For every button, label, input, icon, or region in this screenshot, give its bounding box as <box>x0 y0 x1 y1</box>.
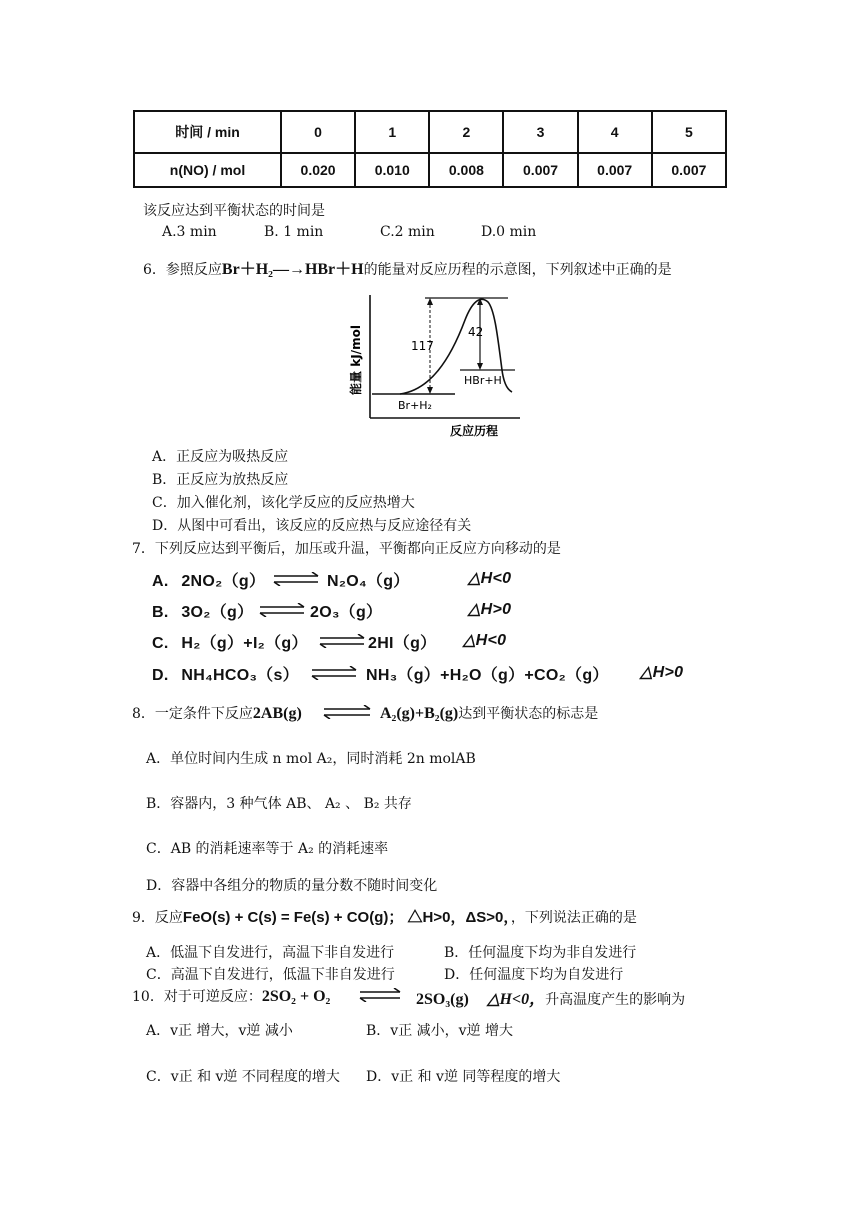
table-cell: 0.008 <box>429 153 503 187</box>
q10-prefix: 10．对于可逆反应： <box>132 989 262 1005</box>
q8-prefix: 8．一定条件下反应 <box>132 706 253 722</box>
table-cell: 5 <box>652 111 726 153</box>
q10-right-line <box>416 986 685 1009</box>
q7-a-dh: △H<0 <box>468 570 512 587</box>
eq-left: H₂（g）+I₂（g） <box>181 635 308 652</box>
q10-option-c: C．v正 和 v逆 不同程度的增大 <box>146 1069 340 1085</box>
option-label: C. <box>152 635 169 652</box>
q5-stem: 该反应达到平衡状态的时间是 <box>143 203 325 219</box>
q6-option-b: B．正反应为放热反应 <box>152 472 289 488</box>
q6-option-d: D．从图中可看出，该反应的反应热与反应途径有关 <box>152 518 472 534</box>
table-cell: 4 <box>578 111 652 153</box>
table-row-no <box>134 153 726 187</box>
table-cell: n(NO) / mol <box>134 153 281 187</box>
table-row-time <box>134 111 726 153</box>
y-axis-label: 能量 kJ/mol <box>349 325 363 395</box>
q10-right: 2SO₃(g) <box>416 991 469 1008</box>
q10-left: 2SO₂ + O₂ <box>261 988 331 1005</box>
q7-b-dh: △H>0 <box>468 601 512 618</box>
x-axis-label: 反应历程 <box>450 424 499 438</box>
q8-suffix: 达到平衡状态的标志是 <box>458 706 599 722</box>
q10-option-a: A．v正 增大，v逆 减小 <box>146 1023 293 1039</box>
equilibrium-arrow-icon <box>318 634 368 648</box>
table-cell: 0.020 <box>281 153 355 187</box>
q10-option-d: D．v正 和 v逆 同等程度的增大 <box>366 1069 561 1085</box>
no-concentration-table <box>133 110 727 188</box>
q6-prefix: 6．参照反应 <box>143 262 222 278</box>
table-cell: 0.010 <box>355 153 429 187</box>
q8-right: A₂(g)+B₂(g) <box>380 705 459 722</box>
q7-d-dh: △H>0 <box>640 664 684 681</box>
q9-reaction: FeO(s) + C(s) = Fe(s) + CO(g)； △H>0，ΔS>0， <box>182 909 511 926</box>
option-label: D. <box>152 667 169 684</box>
q6-reaction: Br＋H₂—→HBr＋H <box>221 261 364 278</box>
eq-left: 3O₂（g） <box>181 604 254 621</box>
q5-option-c: C.2 min <box>380 224 435 240</box>
arrow-head <box>427 298 433 305</box>
q7-option-a <box>152 568 265 591</box>
q8-option-c: C．AB 的消耗速率等于 A₂ 的消耗速率 <box>146 841 389 857</box>
q7-stem: 7．下列反应达到平衡后，加压或升温，平衡都向正反应方向移动的是 <box>132 541 561 557</box>
table-cell: 0.007 <box>503 153 577 187</box>
q9-option-a: A．低温下自发进行，高温下非自发进行 <box>146 945 395 961</box>
q9-option-d: D．任何温度下均为自发进行 <box>444 967 624 983</box>
q5-option-a: A.3 min <box>162 224 217 240</box>
q7-c-right: 2HI（g） <box>368 635 437 652</box>
q8-right-line <box>380 703 598 723</box>
q7-option-c <box>152 630 308 653</box>
q9-suffix: ，下列说法正确的是 <box>510 910 637 926</box>
label-reactants: Br+H₂ <box>398 399 432 412</box>
equilibrium-arrow-icon <box>358 988 404 1002</box>
q7-option-d <box>152 662 299 685</box>
eq-left: 2NO₂（g） <box>181 573 266 590</box>
q10-stem <box>132 986 330 1006</box>
arrow-head <box>477 363 483 370</box>
q9-option-c: C．高温下自发进行，低温下非自发进行 <box>146 967 395 983</box>
table-cell: 时间 / min <box>134 111 281 153</box>
table-cell: 3 <box>503 111 577 153</box>
label-42: 42 <box>468 325 484 339</box>
equilibrium-arrow-icon <box>322 705 374 719</box>
equilibrium-arrow-icon <box>272 572 322 586</box>
table-cell: 1 <box>355 111 429 153</box>
q6-option-c: C．加入催化剂，该化学反应的反应热增大 <box>152 495 415 511</box>
q10-dh: △H<0， <box>487 991 546 1008</box>
q6-suffix: 的能量对反应历程的示意图，下列叙述中正确的是 <box>363 262 672 278</box>
q8-left: 2AB(g) <box>252 705 302 722</box>
energy-diagram <box>330 290 530 440</box>
option-label: B. <box>152 604 169 621</box>
eq-left: NH₄HCO₃（s） <box>181 667 299 684</box>
q6-stem <box>143 256 672 279</box>
table-cell: 2 <box>429 111 503 153</box>
option-label: A. <box>152 573 169 590</box>
q8-option-d: D．容器中各组分的物质的量分数不随时间变化 <box>146 878 438 894</box>
q5-option-b: B. 1 min <box>264 224 324 240</box>
equilibrium-arrow-icon <box>258 603 308 617</box>
label-products: HBr+H <box>464 374 502 387</box>
q8-stem <box>132 703 302 723</box>
q10-option-b: B．v正 减小，v逆 增大 <box>366 1023 514 1039</box>
label-117: 117 <box>411 339 434 353</box>
q9-option-b: B．任何温度下均为非自发进行 <box>444 945 637 961</box>
q8-option-a: A．单位时间内生成 n mol A₂，同时消耗 2n molAB <box>146 751 476 767</box>
q5-option-d: D.0 min <box>481 224 537 240</box>
table-cell: 0 <box>281 111 355 153</box>
equilibrium-arrow-icon <box>310 666 360 680</box>
table-cell: 0.007 <box>652 153 726 187</box>
q7-option-b <box>152 599 253 622</box>
q9-stem <box>132 906 637 927</box>
q7-b-right: 2O₃（g） <box>310 604 383 621</box>
q7-c-dh: △H<0 <box>463 632 507 649</box>
q10-suffix: 升高温度产生的影响为 <box>545 992 686 1008</box>
q9-prefix: 9．反应 <box>132 910 183 926</box>
q7-d-right: NH₃（g）+H₂O（g）+CO₂（g） <box>366 667 609 684</box>
q7-a-right: N₂O₄（g） <box>327 573 410 590</box>
arrow-head <box>427 387 433 394</box>
table-cell: 0.007 <box>578 153 652 187</box>
q6-option-a: A．正反应为吸热反应 <box>152 449 289 465</box>
q8-option-b: B．容器内，3 种气体 AB、 A₂ 、 B₂ 共存 <box>146 796 412 812</box>
